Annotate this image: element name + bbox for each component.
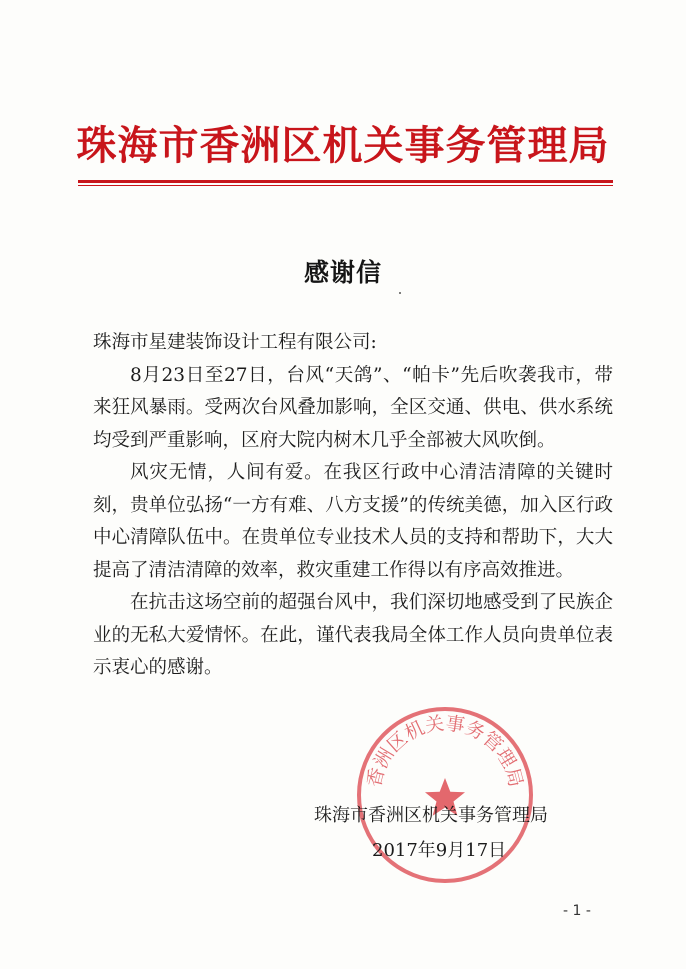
document-title: 感谢信	[303, 258, 382, 287]
salutation: 珠海市星建装饰设计工程有限公司:	[93, 332, 377, 353]
signature-date: 2017年9月17日	[372, 840, 507, 861]
letterhead-title: 珠海市香洲区机关事务管理局	[76, 122, 610, 169]
paragraph-3: 在抗击这场空前的超强台风中，我们深切地感受到了民族企业的无私大爱情怀。在此，谨代表我局全体工作人员向贵单位表示衷心的感谢。	[93, 592, 613, 678]
scan-speck	[399, 292, 401, 294]
letter-body	[93, 327, 613, 685]
letterhead-rule-thin	[78, 185, 613, 186]
seal-text: 香洲区机关事务管理局	[363, 712, 527, 790]
page-number: - 1 -	[563, 903, 591, 919]
letterhead-rule-thick	[78, 180, 613, 183]
signature-organization: 珠海市香洲区机关事务管理局	[314, 805, 548, 826]
paragraph-2: 风灾无情，人间有爱。在我区行政中心清洁清障的关键时刻，贵单位弘扬“一方有难、八方支援”的传统美德，加入区行政中心清障队伍中。在贵单位专业技术人员的支持和帮助下，大大提高了清洁清障的效率，救灾重建工作得以有序高效推进。	[93, 462, 613, 581]
paragraph-1: 8月23日至27日，台风“天鸽”、“帕卡”先后吹袭我市，带来狂风暴雨。受两次台风叠加影响，全区交通、供电、供水系统均受到严重影响，区府大院内树木几乎全部被大风吹倒。	[93, 364, 613, 451]
